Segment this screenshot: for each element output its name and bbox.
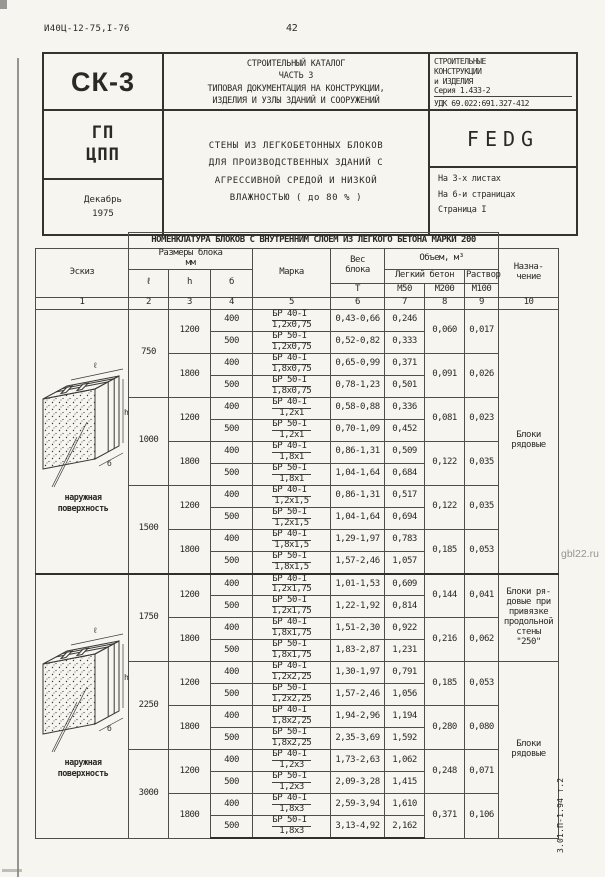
- cell-thickness: 400: [211, 529, 253, 551]
- cell-volume-m200: 0,280: [425, 706, 465, 750]
- mark-denominator: 1,8х2,25: [271, 716, 312, 727]
- cell-volume-m100: 0,071: [465, 750, 499, 794]
- mark-numerator: БР 50-I: [272, 332, 310, 343]
- stamp-column: [430, 111, 576, 234]
- cell-volume-m50: 1,062: [385, 750, 425, 772]
- subject-line: ВЛАЖНОСТЬЮ ( до 80 % ): [229, 192, 363, 203]
- dim-h-label: h: [124, 408, 129, 418]
- dim-d-label: б: [107, 459, 112, 469]
- mark-numerator: БР 50-I: [272, 376, 310, 387]
- cell-volume-m50: 0,246: [385, 309, 425, 331]
- mark-denominator: 1,2х0,75: [271, 341, 312, 352]
- cell-weight: 1,01-1,53: [331, 574, 385, 596]
- cell-weight: 0,78-1,23: [331, 375, 385, 397]
- cell-volume-m200: 0,122: [425, 485, 465, 529]
- col-header-weight: Вес блока: [331, 249, 385, 284]
- cell-weight: 1,29-1,97: [331, 529, 385, 551]
- cell-weight: 0,43-0,66: [331, 309, 385, 331]
- cell-volume-m200: 0,081: [425, 397, 465, 441]
- mark-denominator: 1,2х1,75: [271, 584, 312, 595]
- cell-volume-m100: 0,041: [465, 574, 499, 618]
- cell-volume-m50: 0,609: [385, 574, 425, 596]
- code-stamp: FEDG: [430, 111, 576, 168]
- subject-line: ДЛЯ ПРОИЗВОДСТВЕННЫХ ЗДАНИЙ С: [208, 158, 384, 169]
- cell-weight: 1,57-2,46: [331, 551, 385, 573]
- mark-numerator: БР 40-I: [272, 618, 310, 629]
- cell-thickness: 500: [211, 816, 253, 838]
- mark-denominator: 1,8х1,5: [274, 539, 309, 550]
- cell-thickness: 400: [211, 618, 253, 640]
- col-header-length: ℓ: [129, 269, 169, 297]
- mark-denominator: 1,2х1: [279, 407, 304, 418]
- sketch-caption: наружная: [64, 758, 102, 769]
- col-header-m200: М200: [425, 283, 465, 297]
- cell-volume-m50: 0,922: [385, 618, 425, 640]
- cell-thickness: 500: [211, 728, 253, 750]
- series-box: [430, 54, 576, 111]
- cell-thickness: 500: [211, 596, 253, 618]
- table-row: [36, 309, 559, 331]
- cell-volume-m50: 1,610: [385, 794, 425, 816]
- cell-height: 1800: [169, 706, 211, 750]
- scan-edge-line: [17, 58, 19, 877]
- org-name: ГП ЦПП: [44, 111, 162, 180]
- cell-thickness: 500: [211, 463, 253, 485]
- cell-volume-m50: 0,684: [385, 463, 425, 485]
- catalog-title-line: ЧАСТЬ 3: [278, 71, 314, 82]
- cell-volume-m50: 0,694: [385, 507, 425, 529]
- mark-numerator: БР 50-I: [272, 508, 310, 519]
- cell-mark: [253, 529, 331, 551]
- cell-volume-m50: 1,415: [385, 772, 425, 794]
- column-numbers-row: 1 2 3 4 5 6 7 8 9 10: [36, 297, 559, 309]
- scan-corner-mark-bottom: [2, 869, 22, 872]
- block-sketch-icon: [37, 359, 129, 519]
- cell-thickness: 500: [211, 507, 253, 529]
- subject-line: СТЕНЫ ИЗ ЛЕГКОБЕТОННЫХ БЛОКОВ: [208, 141, 384, 152]
- mark-numerator: БР 40-I: [272, 354, 310, 365]
- cell-thickness: 400: [211, 794, 253, 816]
- cell-height: 1800: [169, 618, 211, 662]
- mark-numerator: БР 50-I: [272, 596, 310, 607]
- mark-numerator: БР 50-I: [272, 728, 310, 739]
- subject-title: [164, 111, 430, 234]
- cell-weight: 0,58-0,88: [331, 397, 385, 419]
- catalog-code: СК-3: [44, 54, 164, 111]
- issue-date: Декабрь 1975: [84, 194, 122, 219]
- cell-volume-m50: 0,333: [385, 331, 425, 353]
- udk-number: УДК 69.022:691.327-412: [434, 96, 572, 109]
- mark-numerator: БР 50-I: [272, 684, 310, 695]
- cell-weight: 0,86-1,31: [331, 441, 385, 463]
- cell-volume-m50: 1,592: [385, 728, 425, 750]
- cell-height: 1200: [169, 397, 211, 441]
- col-header-height: h: [169, 269, 211, 297]
- cell-mark: [253, 485, 331, 507]
- sheet-info: На 3-х листах На 6-и страницах Страница I: [438, 174, 516, 216]
- cell-volume-m200: 0,060: [425, 309, 465, 353]
- cell-weight: 1,04-1,64: [331, 507, 385, 529]
- col-header-m100: М100: [465, 283, 499, 297]
- cell-length: 1000: [129, 397, 169, 485]
- mark-numerator: БР 50-I: [272, 464, 310, 475]
- mark-denominator: 1,2х1: [279, 429, 304, 440]
- sketch-caption: поверхность: [57, 769, 109, 780]
- cell-weight: 2,59-3,94: [331, 794, 385, 816]
- block-sketch-icon: [37, 624, 129, 784]
- cell-mark: [253, 772, 331, 794]
- spacer: [499, 233, 559, 249]
- cell-weight: 0,86-1,31: [331, 485, 385, 507]
- cell-mark: [253, 684, 331, 706]
- cell-mark: [253, 706, 331, 728]
- cell-mark: [253, 662, 331, 684]
- cell-volume-m100: 0,062: [465, 618, 499, 662]
- mark-denominator: 1,8х1,75: [271, 628, 312, 639]
- cell-purpose: Блоки рядовые: [499, 662, 559, 838]
- cell-height: 1200: [169, 485, 211, 529]
- mark-numerator: БР 40-I: [272, 530, 310, 541]
- cell-weight: 1,30-1,97: [331, 662, 385, 684]
- cell-thickness: 400: [211, 353, 253, 375]
- dim-d-label: б: [107, 724, 112, 734]
- catalog-title: [164, 54, 430, 111]
- cell-height: 1200: [169, 750, 211, 794]
- cell-length: 2250: [129, 662, 169, 750]
- col-header-volume: Объем, м³: [385, 249, 499, 270]
- cell-thickness: 500: [211, 419, 253, 441]
- cell-weight: 1,94-2,96: [331, 706, 385, 728]
- mark-numerator: БР 40-I: [272, 794, 310, 805]
- cell-volume-m100: 0,035: [465, 441, 499, 485]
- mark-denominator: 1,2х2,25: [271, 672, 312, 683]
- cell-thickness: 500: [211, 551, 253, 573]
- cell-height: 1800: [169, 441, 211, 485]
- mark-denominator: 1,2х1,75: [271, 606, 312, 617]
- scan-corner-mark: [0, 0, 7, 9]
- cell-mark: [253, 728, 331, 750]
- cell-weight: 1,04-1,64: [331, 463, 385, 485]
- cell-volume-m200: 0,091: [425, 353, 465, 397]
- sketch-cell: [36, 574, 129, 839]
- col-header-sizes: Размеры блока мм: [129, 249, 253, 270]
- cell-volume-m200: 0,144: [425, 574, 465, 618]
- col-header-weight-unit: Т: [331, 283, 385, 297]
- cell-volume-m100: 0,026: [465, 353, 499, 397]
- cell-mark: [253, 794, 331, 816]
- dim-l-label: ℓ: [93, 626, 98, 636]
- cell-height: 1800: [169, 529, 211, 573]
- cell-mark: [253, 596, 331, 618]
- cell-thickness: 400: [211, 485, 253, 507]
- cell-mark: [253, 463, 331, 485]
- cell-thickness: 400: [211, 309, 253, 331]
- series-line: КОНСТРУКЦИИ: [434, 66, 482, 76]
- mark-numerator: БР 40-I: [272, 398, 310, 409]
- cell-thickness: 500: [211, 684, 253, 706]
- cell-mark: [253, 331, 331, 353]
- cell-thickness: 400: [211, 662, 253, 684]
- cell-volume-m100: 0,035: [465, 485, 499, 529]
- catalog-title-line: СТРОИТЕЛЬНЫЙ КАТАЛОГ: [246, 58, 346, 69]
- org-column: [44, 111, 164, 234]
- mark-denominator: 1,8х2,25: [271, 738, 312, 749]
- page-number: 42: [286, 23, 298, 34]
- cell-volume-m200: 0,185: [425, 662, 465, 706]
- cell-volume-m50: 0,501: [385, 375, 425, 397]
- cell-mark: [253, 397, 331, 419]
- cell-volume-m100: 0,053: [465, 662, 499, 706]
- cell-mark: [253, 750, 331, 772]
- cell-thickness: 500: [211, 331, 253, 353]
- cell-mark: [253, 816, 331, 838]
- mark-denominator: 1,8х0,75: [271, 385, 312, 396]
- cell-thickness: 500: [211, 375, 253, 397]
- cell-volume-m50: 1,231: [385, 640, 425, 662]
- cell-volume-m50: 0,452: [385, 419, 425, 441]
- col-header-sketch: Эскиз: [36, 249, 129, 298]
- col-header-m50: М50: [385, 283, 425, 297]
- spacer: [36, 233, 129, 249]
- cell-volume-m100: 0,106: [465, 794, 499, 838]
- cell-volume-m50: 0,509: [385, 441, 425, 463]
- cell-mark: [253, 640, 331, 662]
- dim-h-label: h: [124, 673, 129, 683]
- cell-weight: 2,09-3,28: [331, 772, 385, 794]
- col-header-thickness: б: [211, 269, 253, 297]
- col-header-mark: Марка: [253, 249, 331, 298]
- cell-volume-m50: 0,371: [385, 353, 425, 375]
- series-line: и ИЗДЕЛИЯ: [434, 76, 473, 86]
- mark-numerator: БР 40-I: [272, 310, 310, 321]
- mark-denominator: 1,2х3: [279, 760, 304, 771]
- cell-mark: [253, 441, 331, 463]
- mark-denominator: 1,8х3: [279, 804, 304, 815]
- cell-volume-m200: 0,371: [425, 794, 465, 838]
- cell-volume-m50: 2,162: [385, 816, 425, 838]
- mark-numerator: БР 40-I: [272, 706, 310, 717]
- col-header-purpose: Назна- чение: [499, 249, 559, 298]
- cell-weight: 0,52-0,82: [331, 331, 385, 353]
- cell-mark: [253, 551, 331, 573]
- mark-denominator: 1,8х0,75: [271, 363, 312, 374]
- cell-height: 1800: [169, 353, 211, 397]
- mark-numerator: БР 40-I: [272, 575, 310, 586]
- cell-mark: [253, 353, 331, 375]
- cell-volume-m200: 0,216: [425, 618, 465, 662]
- cell-volume-m100: 0,080: [465, 706, 499, 750]
- cell-volume-m50: 0,814: [385, 596, 425, 618]
- cell-volume-m50: 0,791: [385, 662, 425, 684]
- cell-volume-m50: 0,517: [385, 485, 425, 507]
- mark-denominator: 1,8х1: [279, 473, 304, 484]
- catalog-title-line: ИЗДЕЛИЯ И УЗЛЫ ЗДАНИЙ И СООРУЖЕНИЙ: [212, 95, 380, 106]
- cell-height: 1200: [169, 309, 211, 353]
- sketch-caption: поверхность: [57, 504, 109, 515]
- header-block-subject: [42, 109, 578, 236]
- cell-volume-m200: 0,122: [425, 441, 465, 485]
- header-block-catalog: [42, 52, 578, 113]
- cell-mark: [253, 507, 331, 529]
- nomenclature-table: [35, 232, 559, 839]
- cell-length: 750: [129, 309, 169, 397]
- catalog-title-line: ТИПОВАЯ ДОКУМЕНТАЦИЯ НА КОНСТРУКЦИИ,: [207, 83, 385, 94]
- mark-denominator: 1,2х1,5: [274, 517, 309, 528]
- mark-denominator: 1,8х1,75: [271, 650, 312, 661]
- mark-denominator: 1,2х1,5: [274, 495, 309, 506]
- mark-denominator: 1,2х2,25: [271, 694, 312, 705]
- cell-mark: [253, 574, 331, 596]
- cell-thickness: 400: [211, 574, 253, 596]
- cell-length: 3000: [129, 750, 169, 838]
- table-row: [36, 574, 559, 596]
- table-title: НОМЕНКЛАТУРА БЛОКОВ С ВНУТРЕННИМ СЛОЕМ ИЗ ЛЕГКОГО БЕТОНА МАРКИ 200: [129, 233, 499, 249]
- cell-height: 1200: [169, 662, 211, 706]
- mark-denominator: 1,2х3: [279, 782, 304, 793]
- doc-number: И40Ц-12-75,I-76: [44, 24, 130, 34]
- mark-denominator: 1,8х3: [279, 826, 304, 837]
- cell-weight: 1,51-2,30: [331, 618, 385, 640]
- cell-volume-m100: 0,017: [465, 309, 499, 353]
- cell-volume-m50: 1,056: [385, 684, 425, 706]
- cell-thickness: 500: [211, 640, 253, 662]
- mark-numerator: БР 50-I: [272, 816, 310, 827]
- cell-volume-m200: 0,185: [425, 529, 465, 573]
- cell-volume-m50: 0,336: [385, 397, 425, 419]
- mark-numerator: БР 40-I: [272, 486, 310, 497]
- dim-l-label: ℓ: [93, 361, 98, 371]
- col-header-light-concrete: Легкий бетон: [385, 269, 465, 283]
- cell-volume-m50: 0,783: [385, 529, 425, 551]
- cell-weight: 3,13-4,92: [331, 816, 385, 838]
- cell-purpose: Блоки ря- довые при привязке продольной стены "250": [499, 574, 559, 662]
- cell-weight: 1,73-2,63: [331, 750, 385, 772]
- mark-denominator: 1,8х1: [279, 451, 304, 462]
- mark-numerator: БР 50-I: [272, 640, 310, 651]
- cell-volume-m100: 0,023: [465, 397, 499, 441]
- cell-height: 1800: [169, 794, 211, 838]
- mark-numerator: БР 40-I: [272, 750, 310, 761]
- cell-mark: [253, 375, 331, 397]
- cell-mark: [253, 618, 331, 640]
- cell-height: 1200: [169, 574, 211, 618]
- col-header-mortar: Раствор: [465, 269, 499, 283]
- sketch-cell: [36, 309, 129, 573]
- cell-thickness: 400: [211, 441, 253, 463]
- cell-weight: 1,57-2,46: [331, 684, 385, 706]
- cell-mark: [253, 419, 331, 441]
- cell-weight: 0,70-1,09: [331, 419, 385, 441]
- cell-thickness: 400: [211, 397, 253, 419]
- mark-denominator: 1,2х0,75: [271, 319, 312, 330]
- cell-weight: 1,83-2,87: [331, 640, 385, 662]
- cell-weight: 0,65-0,99: [331, 353, 385, 375]
- cell-length: 1500: [129, 485, 169, 573]
- mark-numerator: БР 50-I: [272, 552, 310, 563]
- watermark: gbl22.ru: [561, 548, 599, 560]
- cell-volume-m200: 0,248: [425, 750, 465, 794]
- cell-volume-m100: 0,053: [465, 529, 499, 573]
- cell-thickness: 500: [211, 772, 253, 794]
- sketch-caption: наружная: [64, 493, 102, 504]
- cell-thickness: 400: [211, 706, 253, 728]
- subject-line: АГРЕССИВНОЙ СРЕДОЙ И НИЗКОЙ: [214, 175, 378, 186]
- cell-thickness: 400: [211, 750, 253, 772]
- cell-purpose: Блоки рядовые: [499, 309, 559, 573]
- cell-volume-m50: 1,194: [385, 706, 425, 728]
- mark-denominator: 1,8х1,5: [274, 561, 309, 572]
- series-line: СТРОИТЕЛЬНЫЕ: [434, 57, 486, 66]
- cell-mark: [253, 309, 331, 331]
- cell-weight: 2,35-3,69: [331, 728, 385, 750]
- mark-numerator: БР 50-I: [272, 772, 310, 783]
- mark-numerator: БР 50-I: [272, 420, 310, 431]
- mark-numerator: БР 40-I: [272, 662, 310, 673]
- cell-weight: 1,22-1,92: [331, 596, 385, 618]
- cell-volume-m50: 1,057: [385, 551, 425, 573]
- cell-length: 1750: [129, 574, 169, 662]
- series-line: Серия 1.433-2: [434, 86, 491, 96]
- side-stamp: 3.01.П-1.94 т.2: [556, 777, 565, 853]
- mark-numerator: БР 40-I: [272, 442, 310, 453]
